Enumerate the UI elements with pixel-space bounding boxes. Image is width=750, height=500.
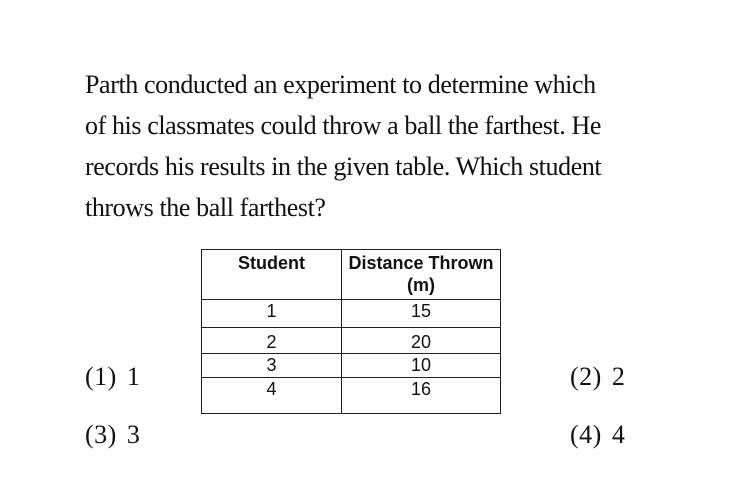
option-text: 1 [126, 362, 141, 391]
option-number: (2) [570, 362, 602, 391]
cell-student: 4 [202, 378, 342, 414]
table-header-row [202, 250, 501, 300]
cell-distance: 20 [342, 328, 501, 354]
option-1[interactable] [85, 362, 140, 392]
question-text [85, 64, 685, 228]
option-2[interactable] [570, 362, 625, 392]
question-line: of his classmates could throw a ball the farthest. He [85, 111, 601, 140]
option-4[interactable] [570, 420, 625, 450]
results-table [201, 249, 501, 414]
option-number: (3) [85, 420, 117, 449]
cell-distance: 16 [342, 378, 501, 414]
cell-student: 2 [202, 328, 342, 354]
cell-distance: 10 [342, 354, 501, 378]
option-number: (4) [570, 420, 602, 449]
header-student: Student [202, 250, 342, 300]
table-row [202, 300, 501, 328]
question-line: Parth conducted an experiment to determine which [85, 70, 596, 99]
question-line: throws the ball farthest? [85, 193, 326, 222]
option-text: 4 [611, 420, 626, 449]
option-text: 3 [126, 420, 141, 449]
header-distance: Distance Thrown (m) [342, 250, 501, 300]
question-line: records his results in the given table. Which student [85, 152, 602, 181]
option-text: 2 [611, 362, 626, 391]
cell-distance: 15 [342, 300, 501, 328]
table-row [202, 328, 501, 354]
option-number: (1) [85, 362, 117, 391]
option-3[interactable] [85, 420, 140, 450]
cell-student: 1 [202, 300, 342, 328]
table-row [202, 354, 501, 378]
table-row [202, 378, 501, 414]
cell-student: 3 [202, 354, 342, 378]
